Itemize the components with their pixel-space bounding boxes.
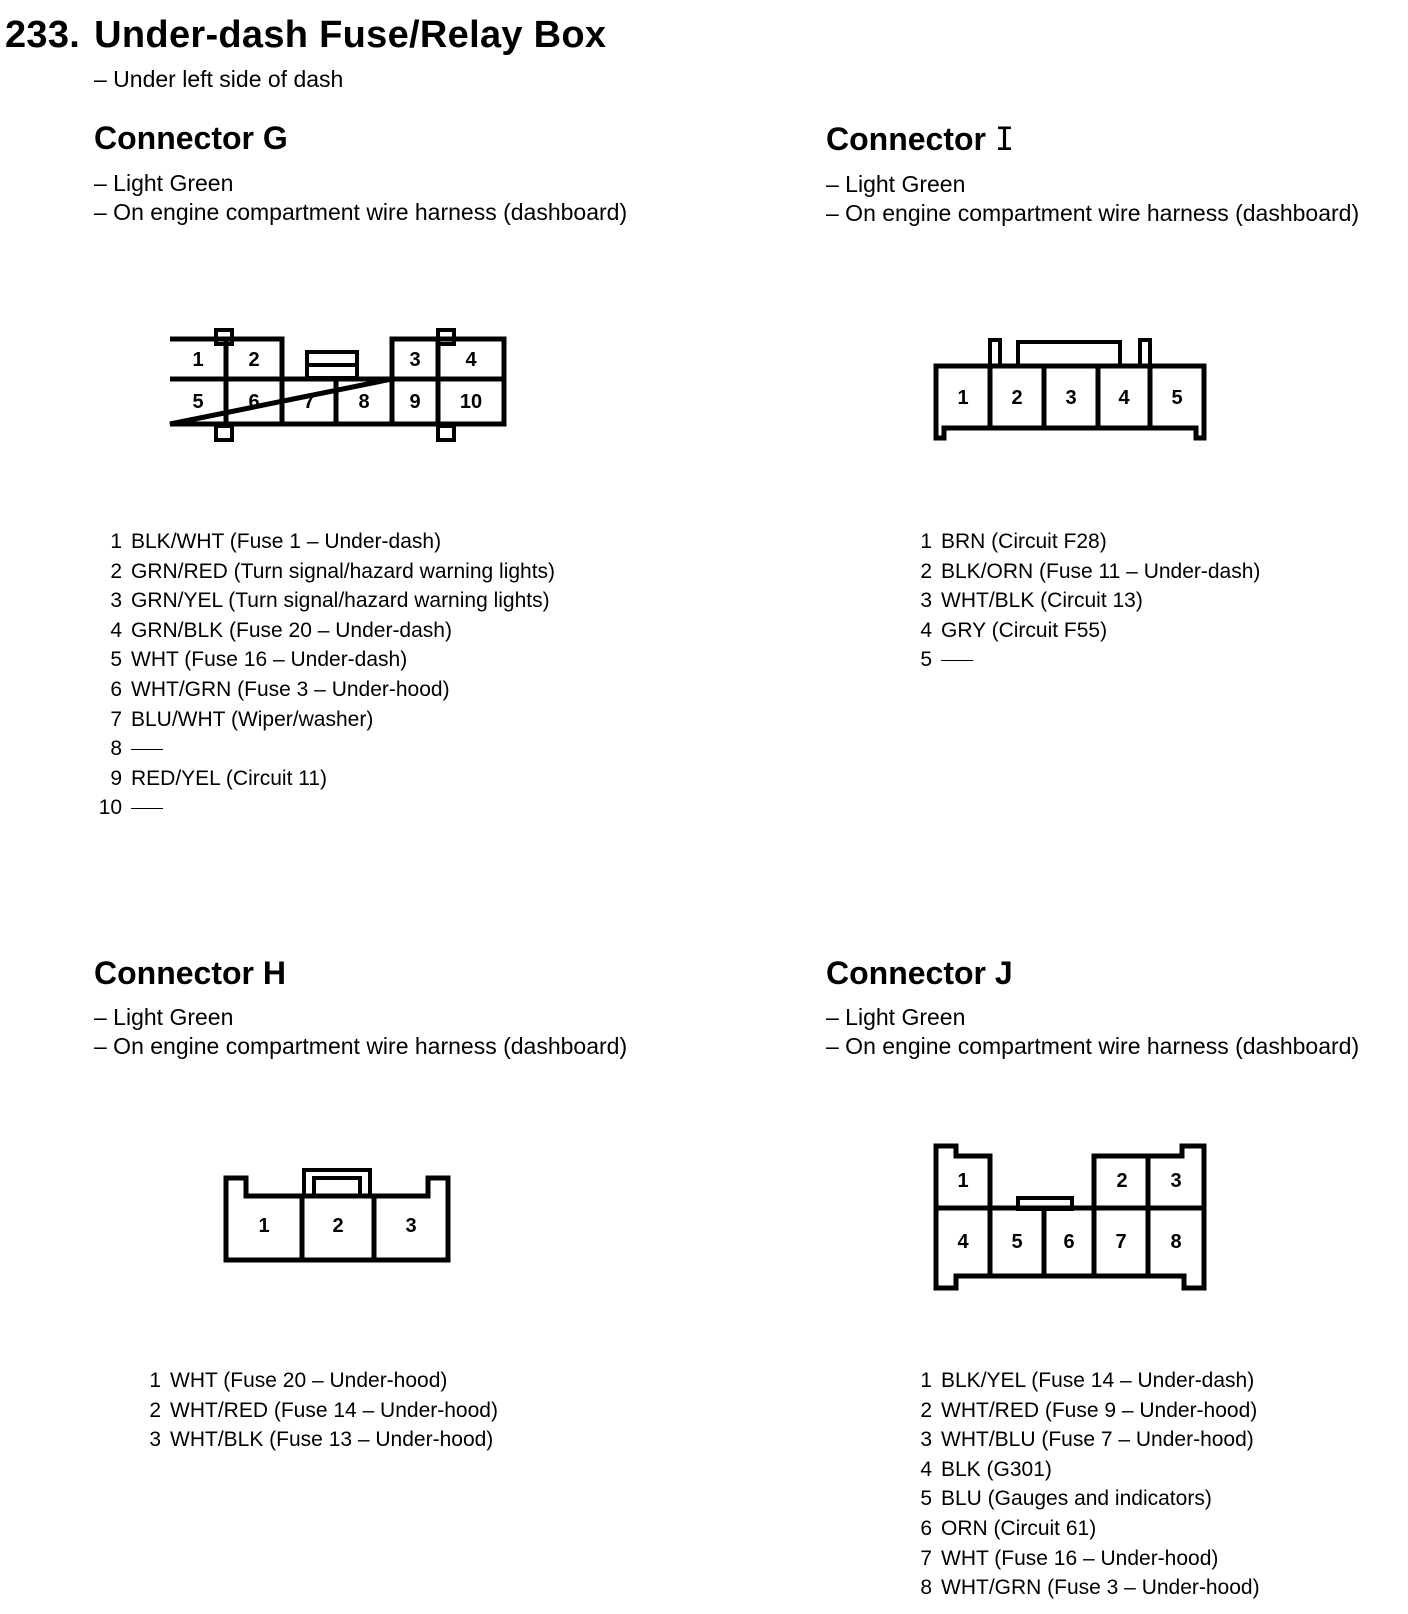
cavity-label: 9 <box>409 391 421 413</box>
connector-j-harness: – On engine compartment wire harness (dashboard) <box>826 1033 1360 1059</box>
pin-number: 3 <box>920 1428 932 1452</box>
pin-row <box>920 527 1260 557</box>
pin-row <box>149 1396 498 1426</box>
connector-j-diagram <box>934 1144 1206 1292</box>
pin-description: WHT (Fuse 16 – Under-hood) <box>941 1546 1219 1570</box>
connector-i-pin-list <box>920 527 1260 675</box>
connector-g-diagram <box>168 330 504 450</box>
pin-number: 5 <box>920 1487 932 1511</box>
connector-h-color: – Light Green <box>94 1004 234 1030</box>
cavity-label: 4 <box>957 1231 969 1253</box>
pin-description: WHT (Fuse 16 – Under-dash) <box>131 648 408 672</box>
connector-i-key <box>1018 342 1120 366</box>
pin-row <box>920 1544 1260 1574</box>
cavity-label: 7 <box>303 391 315 413</box>
unused-pin-dash <box>131 808 163 809</box>
pin-description: BLK/WHT (Fuse 1 – Under-dash) <box>131 530 442 553</box>
pin-description: WHT/RED (Fuse 14 – Under-hood) <box>170 1398 498 1422</box>
cavity-label: 8 <box>358 391 370 413</box>
pin-row <box>920 1425 1260 1455</box>
pin-number: 4 <box>920 1457 932 1481</box>
pin-number: 2 <box>920 559 932 583</box>
cavity-label: 2 <box>1116 1170 1128 1192</box>
pin-number: 8 <box>110 737 122 761</box>
connector-g-tab <box>216 426 232 440</box>
cavity-label: 1 <box>192 349 204 371</box>
pin-number: 4 <box>920 618 932 642</box>
pin-row <box>98 793 555 823</box>
cavity-label: 1 <box>258 1215 270 1237</box>
pin-description: GRY (Circuit F55) <box>941 618 1108 642</box>
pin-row <box>98 734 555 764</box>
pin-description: BLU (Gauges and indicators) <box>941 1487 1212 1511</box>
connector-j-pin-list <box>920 1366 1260 1603</box>
connector-h-harness: – On engine compartment wire harness (dashboard) <box>94 1033 628 1059</box>
connector-i-tab <box>1140 340 1150 366</box>
connector-i-harness: – On engine compartment wire harness (dashboard) <box>826 200 1360 226</box>
pin-number: 3 <box>920 589 932 613</box>
pin-row <box>98 586 555 616</box>
cavity-label: 3 <box>405 1215 417 1237</box>
cavity-label: 2 <box>1011 387 1023 409</box>
pin-description: WHT/BLU (Fuse 7 – Under-hood) <box>941 1428 1254 1452</box>
connector-g-pin-list <box>98 527 555 823</box>
pin-row <box>920 645 1260 675</box>
pin-row <box>98 675 555 705</box>
pin-number: 6 <box>110 677 122 701</box>
pin-description: BLK/ORN (Fuse 11 – Under-dash) <box>941 559 1261 583</box>
pin-row <box>149 1366 498 1396</box>
cavity-label: 3 <box>1170 1170 1182 1192</box>
pin-description: WHT/RED (Fuse 9 – Under-hood) <box>941 1398 1258 1422</box>
pin-row <box>920 557 1260 587</box>
connector-i-color: – Light Green <box>826 171 966 197</box>
section-title: Under-dash Fuse/Relay Box <box>94 14 607 56</box>
connector-j-heading: Connector J <box>826 955 1013 991</box>
pin-row <box>920 1396 1260 1426</box>
pin-number: 3 <box>110 589 122 613</box>
pin-number: 2 <box>110 559 122 583</box>
pin-row <box>98 527 555 557</box>
box-location: – Under left side of dash <box>94 66 344 92</box>
pin-number: 3 <box>149 1428 161 1452</box>
pin-description: WHT (Fuse 20 – Under-hood) <box>170 1369 448 1392</box>
pin-row <box>920 1573 1260 1603</box>
pin-description: BLK/YEL (Fuse 14 – Under-dash) <box>941 1369 1255 1392</box>
unused-pin-dash <box>131 749 163 750</box>
connector-g-harness: – On engine compartment wire harness (dashboard) <box>94 199 628 225</box>
connector-h-diagram <box>224 1166 450 1264</box>
pin-number: 5 <box>110 648 122 672</box>
connector-j-housing <box>936 1146 1204 1288</box>
pin-row <box>98 557 555 587</box>
pin-row <box>920 1455 1260 1485</box>
connector-g-color: – Light Green <box>94 170 234 196</box>
pin-number: 5 <box>920 648 932 672</box>
pin-description: BLK (G301) <box>941 1457 1052 1481</box>
pin-number: 6 <box>920 1516 932 1540</box>
pin-description: BLU/WHT (Wiper/washer) <box>131 707 374 731</box>
pin-number: 7 <box>110 707 122 731</box>
pin-number: 1 <box>110 530 122 553</box>
pin-number: 7 <box>920 1546 932 1570</box>
pin-description: GRN/RED (Turn signal/hazard warning lights) <box>131 559 556 583</box>
cavity-label: 3 <box>1065 387 1077 409</box>
pin-row <box>920 1366 1260 1396</box>
pin-row <box>920 616 1260 646</box>
cavity-label: 5 <box>1171 387 1183 409</box>
pin-description: GRN/BLK (Fuse 20 – Under-dash) <box>131 618 452 642</box>
pin-row <box>98 764 555 794</box>
section-number: 233. <box>5 14 81 56</box>
connector-i-heading-letter: I <box>994 120 1015 158</box>
cavity-label: 6 <box>1063 1231 1075 1253</box>
connector-h-heading: Connector H <box>94 955 286 991</box>
pin-number: 2 <box>920 1398 932 1422</box>
connector-i-heading <box>826 120 1014 158</box>
cavity-label: 2 <box>332 1215 344 1237</box>
cavity-label: 1 <box>957 387 969 409</box>
connector-i-diagram <box>934 338 1206 444</box>
cavity-label: 4 <box>465 349 477 371</box>
connector-i-heading-prefix: Connector <box>826 121 995 157</box>
connector-j-color: – Light Green <box>826 1004 966 1030</box>
cavity-label: 7 <box>1115 1231 1127 1253</box>
pin-description: WHT/GRN (Fuse 3 – Under-hood) <box>131 677 450 701</box>
pin-row <box>98 645 555 675</box>
pin-description: WHT/BLK (Fuse 13 – Under-hood) <box>170 1428 494 1452</box>
pin-number: 10 <box>98 796 122 820</box>
cavity-label: 8 <box>1170 1231 1182 1253</box>
pin-number: 1 <box>920 1369 932 1392</box>
cavity-label: 5 <box>1011 1231 1023 1253</box>
pin-description: ORN (Circuit 61) <box>941 1516 1097 1540</box>
pin-number: 8 <box>920 1576 932 1600</box>
pin-row <box>920 586 1260 616</box>
pin-number: 9 <box>110 766 122 790</box>
connector-g-heading: Connector G <box>94 120 288 156</box>
cavity-label: 1 <box>957 1170 969 1192</box>
cavity-label: 10 <box>459 391 483 413</box>
pin-row <box>149 1425 498 1455</box>
pin-number: 1 <box>920 530 932 553</box>
connector-i-tab <box>990 340 1000 366</box>
pin-description: RED/YEL (Circuit 11) <box>131 766 328 790</box>
cavity-label: 6 <box>248 391 260 413</box>
cavity-label: 5 <box>192 391 204 413</box>
pin-description: BRN (Circuit F28) <box>941 530 1107 553</box>
pin-row <box>920 1484 1260 1514</box>
connector-g-tab <box>438 426 454 440</box>
pin-number: 2 <box>149 1398 161 1422</box>
unused-pin-dash <box>941 660 973 661</box>
cavity-label: 4 <box>1118 387 1130 409</box>
pin-description: GRN/YEL (Turn signal/hazard warning lights) <box>131 589 550 613</box>
page-title <box>5 14 606 57</box>
pin-row <box>920 1514 1260 1544</box>
pin-row <box>98 705 555 735</box>
pin-number: 1 <box>149 1369 161 1392</box>
pin-row <box>98 616 555 646</box>
cavity-label: 2 <box>248 349 260 371</box>
cavity-label: 3 <box>409 349 421 371</box>
pin-number: 4 <box>110 618 122 642</box>
pin-description: WHT/BLK (Circuit 13) <box>941 589 1143 613</box>
connector-h-pin-list <box>149 1366 498 1455</box>
pin-description: WHT/GRN (Fuse 3 – Under-hood) <box>941 1576 1260 1600</box>
